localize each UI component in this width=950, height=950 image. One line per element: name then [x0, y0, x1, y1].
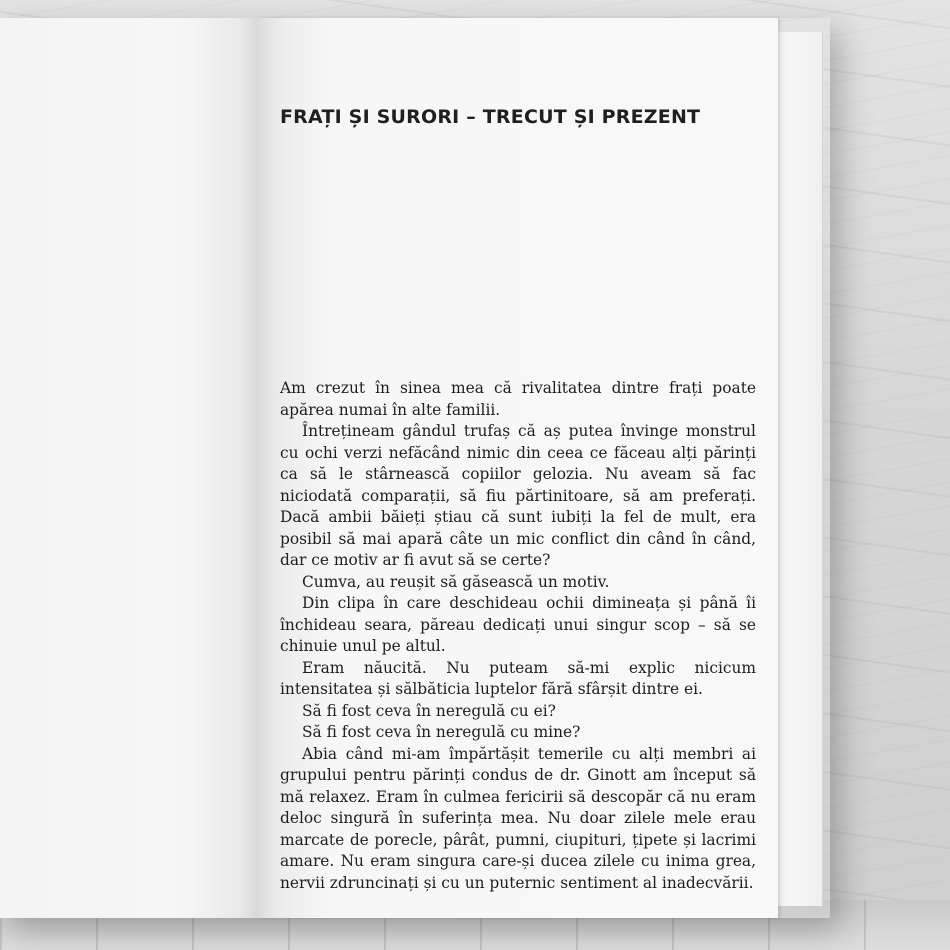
paragraph: Eram năucită. Nu puteam să-mi explic nicicum intensitatea și sălbăticia luptelor fără sfârșit dintre ei.	[280, 658, 756, 698]
paragraph: Abia când mi-am împărtășit temerile cu alți membri ai grupului pentru părinți condus de dr. Ginott am început să mă relaxez. Eram în culmea fericirii să descopăr că nu eram deloc singură în suferința mea. Nu doar zilele mele erau marcate de porecle, pârât, pumni, ciupituri, țipete și lacrimi amare. Nu eram singura care-și ducea zilele cu inima grea, nervii zdruncinați și cu un puternic sentiment al inadecvării.	[280, 744, 756, 892]
paragraph: Să fi fost ceva în neregulă cu mine?	[302, 723, 581, 741]
paragraph: Cumva, au reușit să găsească un motiv.	[302, 572, 610, 591]
body-text	[280, 378, 756, 894]
left-page	[0, 18, 258, 918]
paragraph: Să fi fost ceva în neregulă cu ei?	[302, 701, 556, 720]
paragraph: Am crezut în sinea mea că rivalitatea dintre frați poate apărea numai în alte familii.	[280, 379, 756, 419]
paragraph: Din clipa în care deschideau ochii dimineața și până îi închideau seara, păreau dedicați unui singur scop – să se chinuie unul pe altul.	[280, 594, 756, 655]
right-page	[258, 18, 778, 918]
paragraph: Întrețineam gândul trufaș că aș putea învinge monstrul cu ochi verzi nefăcând nimic din ceea ce făceau alți părinți ca să le stârnească copiilor gelozia. Nu aveam să fac niciodată comparații, să fiu părtinitoare, să am preferați. Dacă ambii băieți știau că sunt iubiți la fel de mult, era posibil să mai apară câte un mic conflict din când în când, dar ce motiv ar fi avut să se certe?	[280, 422, 756, 569]
chapter-title: FRAȚI ȘI SURORI – TRECUT ȘI PREZENT	[280, 106, 701, 128]
